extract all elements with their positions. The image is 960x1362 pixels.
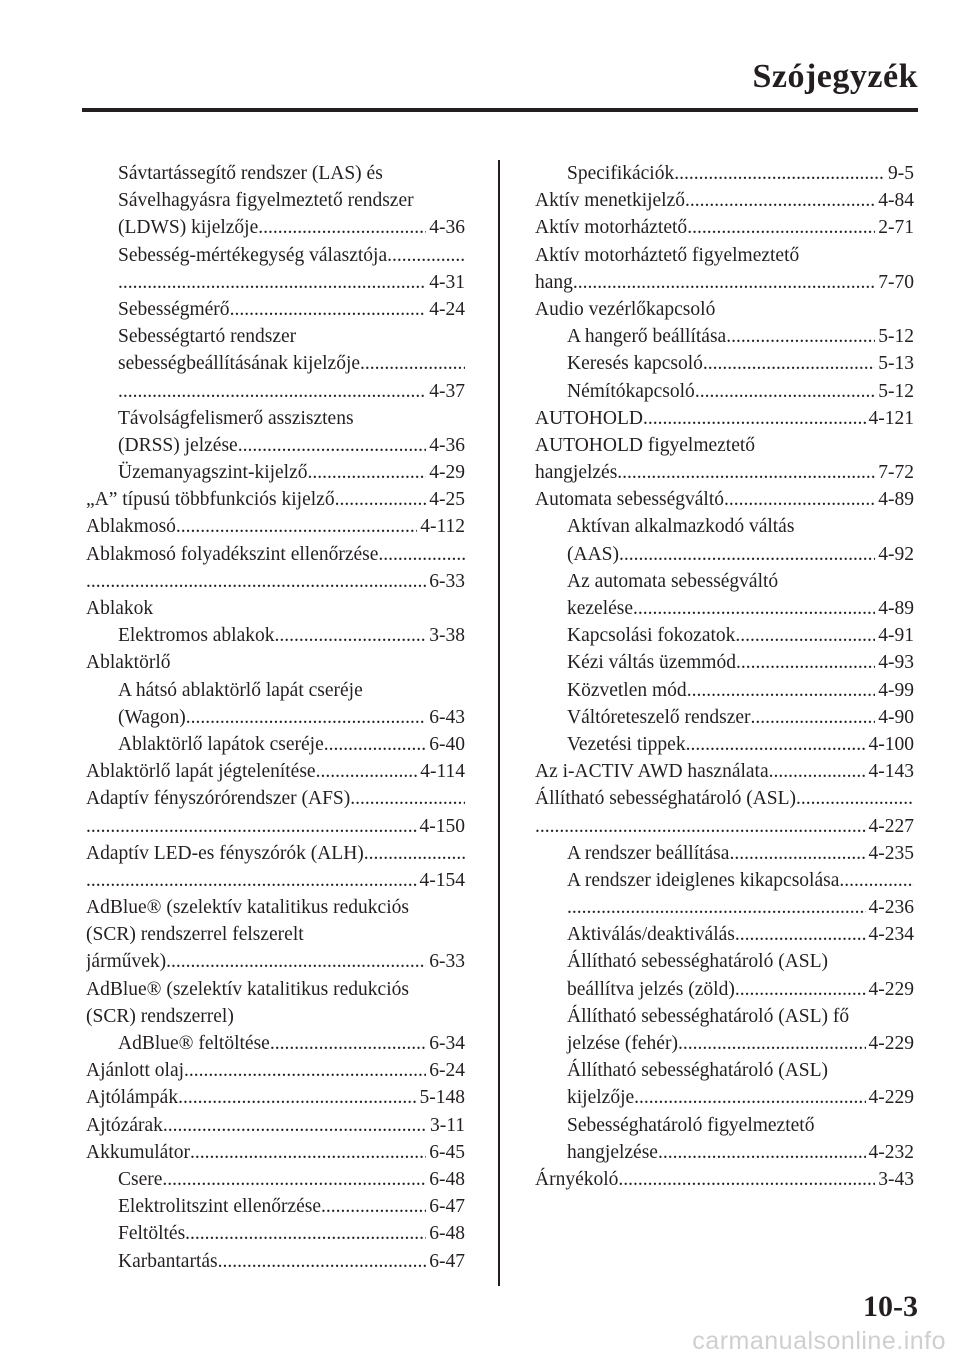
index-entry — [86, 1057, 465, 1084]
index-entry — [535, 214, 914, 241]
dot-leader — [687, 677, 876, 704]
dot-leader — [360, 350, 465, 377]
index-entry-text: sebességbeállításának kijelzője — [118, 353, 361, 375]
index-entry — [86, 785, 465, 812]
index-entry-page: 3-38 — [429, 625, 465, 647]
index-entry-page: 6-40 — [429, 733, 465, 755]
index-entry-text: Állítható sebességhatároló (ASL) — [567, 951, 829, 973]
index-entry-text: Némítókapcsoló — [567, 380, 695, 402]
dot-leader — [162, 1166, 426, 1193]
index-entry-page: 5-148 — [419, 1087, 465, 1109]
index-entry-page: 6-33 — [429, 951, 465, 973]
column-divider — [498, 160, 500, 1286]
index-entry-text: Adaptív fényszórórendszer (AFS) — [86, 788, 351, 810]
index-entry — [86, 867, 465, 894]
index-entry — [86, 486, 465, 513]
index-entry-text: Elektromos ablakok — [118, 625, 275, 647]
dot-leader — [308, 459, 427, 486]
index-entry-text: Kapcsolási fokozatok — [567, 625, 736, 647]
index-entry-text: AUTOHOLD — [535, 407, 643, 429]
index-entry-text: Sebességhatároló figyelmeztető — [567, 1114, 815, 1136]
index-entry — [535, 513, 914, 540]
index-entry — [86, 677, 465, 704]
index-entry-text: hang — [535, 271, 573, 293]
index-entry — [535, 840, 914, 867]
index-entry — [535, 405, 914, 432]
index-entry — [535, 758, 914, 785]
index-entry — [535, 187, 914, 214]
index-entry-text: hangjelzése — [567, 1141, 658, 1163]
index-entry-text: Karbantartás — [118, 1250, 218, 1272]
index-entry-page: 4-31 — [429, 271, 465, 293]
index-entry — [535, 350, 914, 377]
index-entry-text: Közvetlen mód — [567, 679, 687, 701]
index-entry-page: 4-229 — [868, 978, 914, 1000]
index-entry — [86, 894, 465, 921]
dot-leader — [839, 867, 914, 894]
index-entry — [535, 731, 914, 758]
index-entry — [535, 785, 914, 812]
index-entry — [535, 432, 914, 459]
index-entry — [535, 948, 914, 975]
index-entry — [86, 1030, 465, 1057]
index-entry — [86, 1084, 465, 1111]
index-entry-page: 4-154 — [419, 869, 465, 891]
index-entry — [86, 840, 465, 867]
index-entry-text: hangjelzés — [535, 462, 618, 484]
index-entry-page: 4-235 — [868, 842, 914, 864]
index-entry-text: Kézi váltás üzemmód — [567, 652, 736, 674]
index-entry-text: A hangerő beállítása — [567, 326, 727, 348]
index-entry — [535, 976, 914, 1003]
index-entry-page: 3-11 — [429, 1114, 465, 1136]
index-entry-text: Ajtózárak — [86, 1114, 163, 1136]
index-entry-page: 6-43 — [429, 706, 465, 728]
index-entry-page: 6-48 — [429, 1223, 465, 1245]
index-entry-text: AUTOHOLD figyelmeztető — [535, 434, 756, 456]
dot-leader — [178, 1084, 416, 1111]
dot-leader — [335, 486, 427, 513]
dot-leader — [238, 432, 427, 459]
dot-leader — [735, 622, 875, 649]
index-entry-page: 4-91 — [878, 625, 914, 647]
index-entry-page: 4-143 — [868, 761, 914, 783]
dot-leader — [324, 731, 427, 758]
index-entry — [86, 976, 465, 1003]
index-entry — [86, 921, 465, 948]
index-entry-text: Ablakmosó — [86, 516, 176, 538]
index-entry — [535, 1139, 914, 1166]
index-entry-text: beállítva jelzés (zöld) — [567, 978, 735, 1000]
index-entry-page: 4-29 — [429, 462, 465, 484]
index-entry-text: Az automata sebességváltó — [567, 570, 779, 592]
index-entry-page: 4-229 — [868, 1033, 914, 1054]
dot-leader — [230, 296, 427, 323]
index-entry-page: 7-70 — [878, 271, 914, 293]
dot-leader — [658, 1139, 866, 1166]
dot-leader — [618, 1166, 875, 1193]
index-entry-text: A hátsó ablaktörlő lapát cseréje — [118, 679, 363, 701]
index-entry-text: Ablakok — [86, 598, 154, 619]
index-entry-text: Ablaktörlő — [86, 652, 171, 674]
index-entry — [535, 704, 914, 731]
dot-leader — [184, 1057, 426, 1084]
index-entry-text: AdBlue® feltöltése — [118, 1033, 270, 1054]
index-entry-text: Csere — [118, 1168, 163, 1190]
index-entry-page: 6-45 — [429, 1141, 465, 1163]
index-entry-text: Állítható sebességhatároló (ASL) fő — [567, 1005, 850, 1027]
index-entry — [86, 541, 465, 568]
index-entry-page: 4-229 — [868, 1087, 914, 1109]
index-entry — [535, 378, 914, 405]
index-entry — [535, 541, 914, 568]
index-entry — [535, 595, 914, 622]
index-entry-page: 6-48 — [429, 1168, 465, 1190]
index-entry — [86, 758, 465, 785]
index-entry-text: Állítható sebességhatároló (ASL) — [567, 1060, 829, 1082]
index-entry-page: 6-47 — [429, 1196, 465, 1218]
dot-leader — [258, 214, 426, 241]
index-entry-page: 4-24 — [429, 298, 465, 320]
index-entry-page: 4-232 — [868, 1141, 914, 1163]
index-entry — [535, 1166, 914, 1193]
index-entry-text: kijelzője — [567, 1087, 635, 1109]
index-entry — [535, 622, 914, 649]
dot-leader — [176, 513, 417, 540]
index-entry-text: Aktív menetkijelző — [535, 190, 686, 212]
index-entry — [86, 269, 465, 296]
index-entry-text: (Wagon) — [118, 706, 186, 728]
index-entry-text: Ablaktörlő lapátok cseréje — [118, 733, 324, 755]
index-entry-text: AdBlue® (szelektív katalitikus redukciós — [86, 978, 409, 1000]
index-entry-text: Üzemanyagszint-kijelző — [118, 462, 308, 484]
index-entry — [86, 622, 465, 649]
index-entry-text: kezelése — [567, 598, 634, 619]
dot-leader — [275, 622, 427, 649]
index-entry-page: 4-99 — [878, 679, 914, 701]
index-entry-text: Állítható sebességhatároló (ASL) — [535, 788, 797, 810]
index-entry — [86, 405, 465, 432]
index-entry-page: 4-90 — [878, 706, 914, 728]
dot-leader — [86, 867, 417, 894]
dot-leader — [163, 1112, 427, 1139]
dot-leader — [573, 269, 875, 296]
index-entry-page: 5-12 — [878, 380, 914, 402]
index-entry-text: A rendszer ideiglenes kikapcsolása — [567, 869, 840, 891]
dot-leader — [736, 649, 875, 676]
dot-leader — [186, 704, 427, 731]
index-entry — [86, 1139, 465, 1166]
index-entry — [535, 867, 914, 894]
index-entry — [86, 187, 465, 214]
index-entry-text: Távolságfelismerő asszisztens — [118, 407, 354, 429]
index-entry — [535, 269, 914, 296]
index-entry — [86, 568, 465, 595]
index-entry-text: Keresés kapcsoló — [567, 353, 703, 375]
index-entry-page: 7-72 — [878, 462, 914, 484]
index-entry — [86, 513, 465, 540]
index-entry-text: Audio vezérlőkapcsoló — [535, 298, 716, 320]
index-entry-page: 4-37 — [429, 380, 465, 402]
index-entry-page: 4-89 — [878, 598, 914, 619]
index-entry — [86, 1112, 465, 1139]
index-entry-text: Sávelhagyásra figyelmeztető rendszer — [118, 190, 414, 212]
index-entry — [86, 160, 465, 187]
watermark: carmanualsonline.info — [692, 1327, 946, 1355]
dot-leader — [724, 486, 875, 513]
index-entry-text: (DRSS) jelzése — [118, 434, 238, 456]
index-entry — [86, 731, 465, 758]
index-entry-page: 4-234 — [868, 924, 914, 946]
index-entry — [86, 378, 465, 405]
dot-leader — [321, 1193, 426, 1220]
index-entry-page: 4-150 — [419, 815, 465, 837]
dot-leader — [678, 1030, 866, 1057]
dot-leader — [378, 541, 465, 568]
index-entry — [86, 350, 465, 377]
dot-leader — [316, 758, 418, 785]
dot-leader — [685, 187, 875, 214]
index-entry-page: 4-89 — [878, 489, 914, 511]
index-entry — [535, 296, 914, 323]
index-entry — [86, 948, 465, 975]
index-entry — [535, 459, 914, 486]
index-entry-page: 4-92 — [878, 543, 914, 565]
index-entry-text: Váltóreteszelő rendszer — [567, 706, 751, 728]
index-entry-text: (SCR) rendszerrel) — [86, 1005, 234, 1027]
index-entry — [535, 921, 914, 948]
index-entry-page: 4-84 — [878, 190, 914, 212]
index-entry-text: (SCR) rendszerrel felszerelt — [86, 924, 304, 946]
dot-leader — [633, 595, 875, 622]
index-entry-text: Az i-ACTIV AWD használata — [535, 761, 769, 783]
dot-leader — [364, 840, 465, 867]
index-entry-page: 3-43 — [878, 1168, 914, 1190]
index-entry — [535, 649, 914, 676]
dot-leader — [617, 459, 875, 486]
index-entry-page: 4-121 — [868, 407, 914, 429]
dot-leader — [166, 948, 426, 975]
index-entry-page: 4-227 — [868, 815, 914, 837]
index-entry-text: „A” típusú többfunkciós kijelző — [86, 489, 335, 511]
index-entry-text: Árnyékoló — [535, 1168, 619, 1190]
index-entry-text: Akkumulátor — [86, 1141, 190, 1163]
dot-leader — [686, 731, 866, 758]
index-entry-text: Adaptív LED-es fényszórók (ALH) — [86, 842, 364, 864]
dot-leader — [118, 378, 426, 405]
index-entry-text: Feltöltés — [118, 1223, 186, 1245]
dot-leader — [687, 214, 875, 241]
index-entry-text: Vezetési tippek — [567, 733, 686, 755]
dot-leader — [634, 1084, 865, 1111]
dot-leader — [185, 1220, 426, 1247]
dot-leader — [751, 704, 876, 731]
index-entry — [535, 813, 914, 840]
index-column-left — [86, 160, 465, 1275]
index-entry-page: 4-236 — [868, 897, 914, 919]
index-entry-text: Aktiválás/deaktiválás — [567, 924, 735, 946]
index-entry — [86, 432, 465, 459]
index-entry-page: 4-112 — [420, 516, 465, 538]
index-entry — [535, 323, 914, 350]
index-entry — [86, 1220, 465, 1247]
page-header-title: Szójegyzék — [752, 58, 918, 95]
index-entry-page: 4-93 — [878, 652, 914, 674]
index-entry-page: 4-36 — [429, 217, 465, 239]
header-rule — [82, 108, 918, 112]
index-entry — [535, 1057, 914, 1084]
index-entry — [535, 1084, 914, 1111]
index-entry-text: Ablaktörlő lapát jégtelenítése — [86, 761, 316, 783]
dot-leader — [735, 976, 866, 1003]
dot-leader — [118, 269, 426, 296]
index-entry-text: Specifikációk — [567, 163, 675, 184]
index-column-right — [535, 160, 914, 1193]
dot-leader — [270, 1030, 426, 1057]
index-entry — [86, 1003, 465, 1030]
dot-leader — [695, 378, 875, 405]
index-entry — [535, 1112, 914, 1139]
dot-leader — [190, 1139, 426, 1166]
index-entry — [535, 677, 914, 704]
dot-leader — [387, 242, 465, 269]
index-entry-page: 4-25 — [429, 489, 465, 511]
index-entry-text: AdBlue® (szelektív katalitikus redukciós — [86, 897, 409, 919]
index-entry-text: Sebességmérő — [118, 298, 230, 320]
dot-leader — [726, 323, 875, 350]
index-entry-text: Ajtólámpák — [86, 1087, 179, 1109]
index-entry — [86, 1193, 465, 1220]
index-entry-text: A rendszer beállítása — [567, 842, 730, 864]
index-entry-text: Ablakmosó folyadékszint ellenőrzése — [86, 543, 379, 565]
dot-leader — [535, 813, 866, 840]
dot-leader — [619, 541, 875, 568]
index-entry-text: Elektrolitszint ellenőrzése — [118, 1196, 322, 1218]
index-entry-page: 6-33 — [429, 570, 465, 592]
index-entry-text: Ajánlott olaj — [86, 1060, 185, 1082]
index-entry-text: Aktívan alkalmazkodó váltás — [567, 516, 795, 538]
index-entry — [86, 704, 465, 731]
index-entry — [86, 813, 465, 840]
index-entry-page: 6-47 — [429, 1250, 465, 1272]
index-entry — [535, 242, 914, 269]
index-entry — [535, 160, 914, 187]
page-number: 10-3 — [863, 1290, 918, 1323]
index-entry — [86, 595, 465, 622]
index-entry — [86, 214, 465, 241]
index-entry — [86, 242, 465, 269]
index-entry-text: jelzése (fehér) — [567, 1033, 678, 1054]
index-entry — [535, 1030, 914, 1057]
index-entry-page: 9-5 — [888, 163, 914, 184]
index-entry-text: Automata sebességváltó — [535, 489, 724, 511]
index-entry — [86, 459, 465, 486]
dot-leader — [567, 894, 866, 921]
index-entry-page: 4-100 — [868, 733, 914, 755]
dot-leader — [769, 758, 866, 785]
index-entry-page: 5-12 — [878, 326, 914, 348]
dot-leader — [86, 568, 426, 595]
index-entry-text: járművek) — [86, 951, 167, 973]
index-entry — [86, 1248, 465, 1275]
index-entry — [86, 649, 465, 676]
index-entry-text: (AAS) — [567, 543, 619, 565]
index-entry-text: Aktív motorháztető — [535, 217, 688, 239]
index-entry-page: 5-13 — [878, 353, 914, 375]
index-entry-text: (LDWS) kijelzője — [118, 217, 259, 239]
index-entry-page: 6-24 — [429, 1060, 465, 1082]
dot-leader — [703, 350, 875, 377]
index-entry-page: 4-114 — [420, 761, 465, 783]
dot-leader — [729, 840, 865, 867]
index-entry — [535, 1003, 914, 1030]
dot-leader — [350, 785, 465, 812]
index-entry-text: Sávtartássegítő rendszer (LAS) és — [118, 163, 383, 184]
dot-leader — [735, 921, 866, 948]
index-entry-text: Sebességtartó rendszer — [118, 326, 297, 348]
index-entry-page: 2-71 — [878, 217, 914, 239]
index-entry — [86, 323, 465, 350]
dot-leader — [643, 405, 866, 432]
index-entry — [535, 568, 914, 595]
index-entry-page: 6-34 — [429, 1033, 465, 1054]
dot-leader — [796, 785, 914, 812]
index-entry — [535, 486, 914, 513]
dot-leader — [674, 160, 885, 187]
dot-leader — [218, 1248, 427, 1275]
dot-leader — [86, 813, 417, 840]
index-entry-page: 4-36 — [429, 434, 465, 456]
index-entry — [86, 296, 465, 323]
index-entry — [86, 1166, 465, 1193]
index-entry — [535, 894, 914, 921]
index-entry-text: Sebesség-mértékegység választója — [118, 244, 388, 266]
index-entry-text: Aktív motorháztető figyelmeztető — [535, 244, 800, 266]
